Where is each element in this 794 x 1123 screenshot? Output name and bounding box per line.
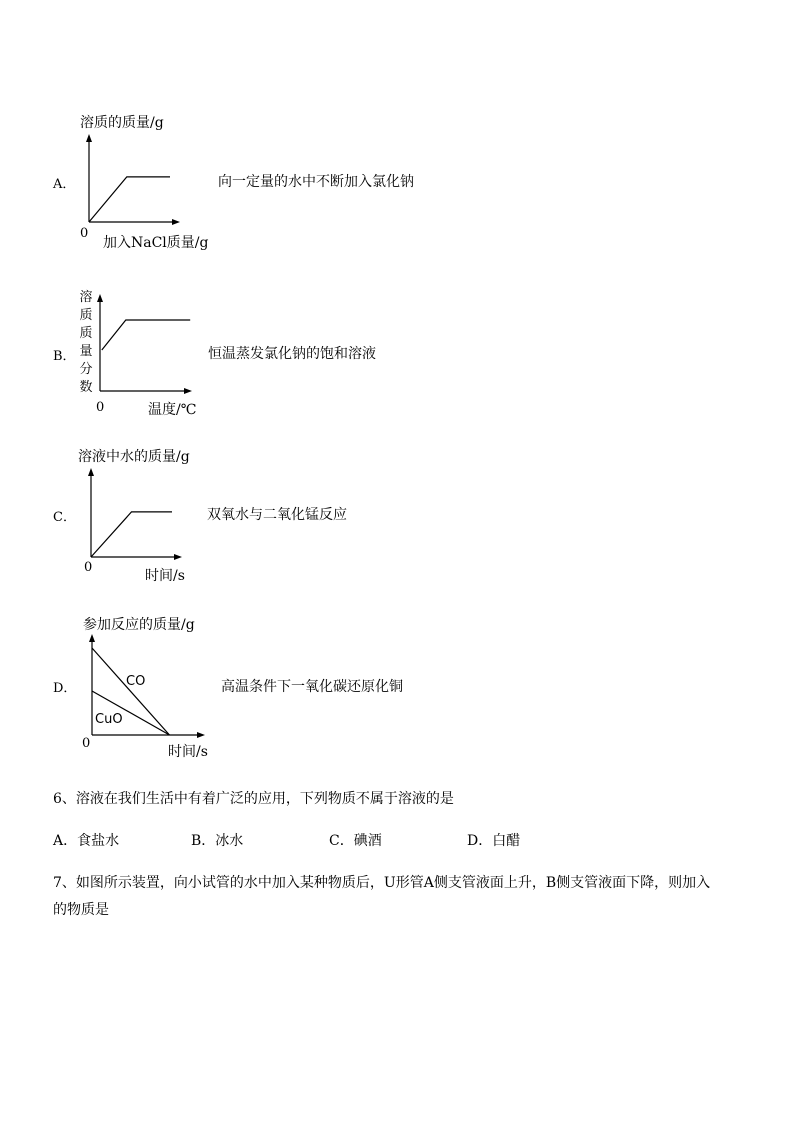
- option-d-series-co-label: CO: [126, 674, 146, 689]
- option-b-y-label: 溶质质量分数: [79, 290, 93, 395]
- option-b-letter[interactable]: B．: [53, 349, 76, 364]
- option-a-letter[interactable]: A．: [53, 177, 76, 192]
- option-d-origin: 0: [82, 736, 91, 751]
- option-a-curve-line: [89, 177, 170, 222]
- option-b-statement: 恒温蒸发氯化钠的饱和溶液: [208, 346, 376, 362]
- question-7-stem-line-1: 7、如图所示装置，向小试管的水中加入某种物质后，U形管A侧支管液面上升，B侧支管液面下降，则加入: [53, 875, 711, 891]
- option-d-letter[interactable]: D．: [53, 681, 77, 696]
- question-6-stem: 6、溶液在我们生活中有着广泛的应用，下列物质不属于溶液的是: [53, 791, 454, 807]
- question-6-choice-d[interactable]: D．白醋: [467, 833, 521, 849]
- option-c-x-label: 时间/s: [145, 568, 185, 584]
- option-a-statement: 向一定量的水中不断加入氯化钠: [218, 174, 414, 190]
- option-d-series-cuo-label: CuO: [95, 712, 123, 727]
- option-d-x-label: 时间/s: [168, 744, 208, 760]
- option-a-x-label: 加入NaCl质量/g: [103, 235, 209, 251]
- option-a-origin: 0: [80, 226, 89, 241]
- option-c-statement: 双氧水与二氧化锰反应: [207, 507, 347, 523]
- question-6-choice-b[interactable]: B．冰水: [191, 833, 244, 849]
- option-b-x-label: 温度/℃: [148, 402, 197, 418]
- option-d-statement: 高温条件下一氧化碳还原化铜: [221, 679, 403, 695]
- option-c-letter[interactable]: C．: [53, 510, 76, 525]
- option-c-origin: 0: [84, 560, 93, 575]
- option-d-y-label: 参加反应的质量/g: [83, 617, 195, 633]
- option-b-curve-line: [102, 320, 190, 350]
- option-b-origin: 0: [96, 400, 105, 415]
- option-c-graph: [82, 464, 192, 564]
- option-a-graph: [80, 130, 190, 230]
- option-b-graph: [92, 292, 202, 394]
- option-a-y-label: 溶质的质量/g: [80, 115, 164, 131]
- question-7-stem-line-2: 的物质是: [53, 902, 109, 918]
- question-6-choice-c[interactable]: C．碘酒: [329, 833, 382, 849]
- option-c-y-label: 溶液中水的质量/g: [78, 449, 190, 465]
- question-6-choice-a[interactable]: A．食盐水: [53, 833, 120, 849]
- option-c-curve-line: [91, 512, 172, 557]
